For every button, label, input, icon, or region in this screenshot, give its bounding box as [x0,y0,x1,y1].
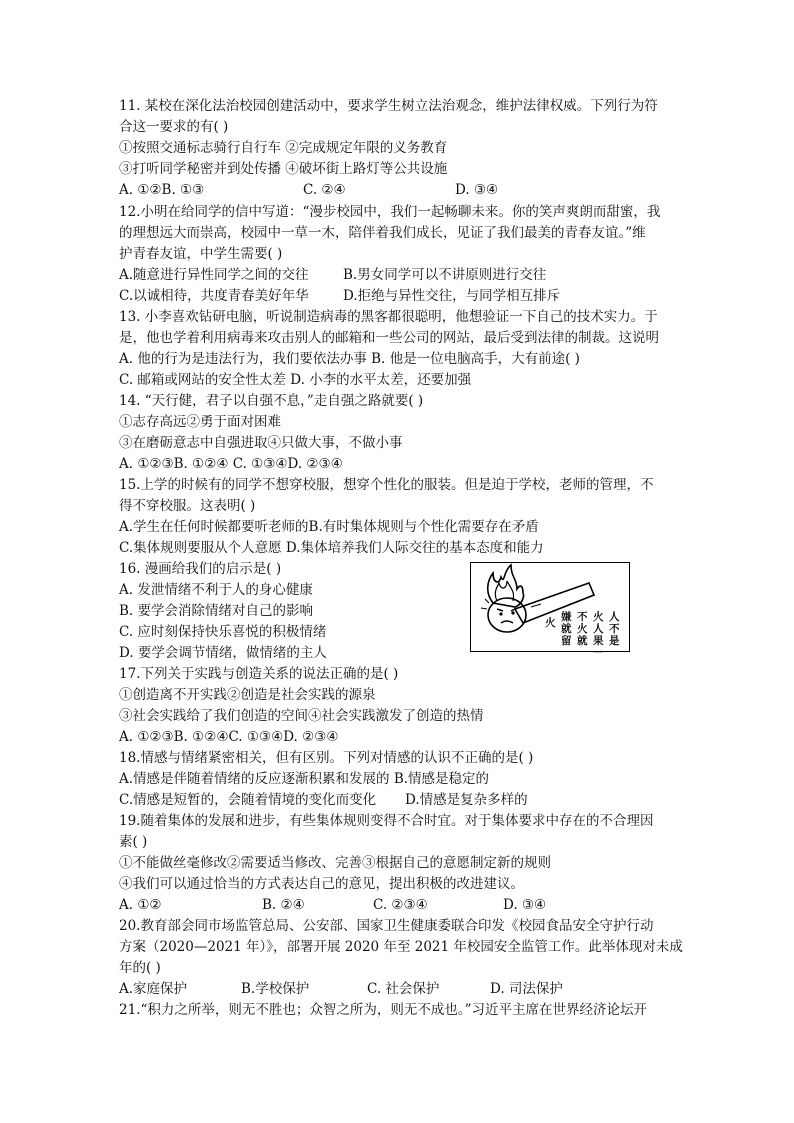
q16-option-c: C. 应时刻保持快乐喜悦的积极情绪 [119,624,327,640]
q21-stem-1: 21.“积力之所举，则无不胜也；众智之所为，则无不成也。”习近平主席在世界经济论坛开 [119,1002,648,1018]
q12-option-c: C.以诚相待，共度青春美好年华 [119,288,309,304]
q14-item-34: ③在磨砺意志中自强进取④只做大事，不做小事 [119,435,403,451]
q19-stem-2: 素( ) [119,834,148,850]
q19-stem-1: 19.随着集体的发展和进步，有些集体规则变得不合时宜。对于集体要求中存在的不合理因 [119,813,654,829]
q19-item-123: ①不能做丝毫修改②需要适当修改、完善③根据自己的意愿制定新的规则 [119,855,551,871]
q15-stem-2: 得不穿校服。这表明( ) [119,498,256,514]
q19-option-a: A. ①② [119,897,162,913]
cartoon-caption-col-5: 人不是 [609,611,620,647]
q11-option-c: C. ②④ [303,182,346,198]
q12-stem-3: 护青春友谊，中学生需要( ) [119,246,283,262]
q11-option-ab: A. ①②B. ①③ [119,182,205,198]
cartoon-caption-col-2: 嫌就留 [561,611,572,647]
q11-stem-1: 11. 某校在深化法治校园创建活动中，要求学生树立法治观念，维护法律权威。下列行为符 [119,98,658,114]
q20-stem-3: 年的( ) [119,960,161,976]
q12-option-b: B.男女同学可以不讲原则进行交往 [343,267,547,283]
q18-stem: 18.情感与情绪紧密相关，但有区别。下列对情感的认识不正确的是( ) [119,750,534,766]
q14-item-12: ①志存高远②勇于面对困难 [119,414,281,430]
q16-cartoon [470,562,630,659]
q17-options: A. ①②③B. ①②④C. ①③④D. ②③④ [119,729,339,745]
cartoon-caption-col-1: 火 [545,617,556,629]
q19-option-b: B. ②④ [262,897,305,913]
q15-option-ab: A.学生在任何时候都要听老师的B.有时集体规则与个性化需要存在矛盾 [119,519,539,535]
q20-option-a: A.家庭保护 [119,981,188,997]
q12-option-d: D.拒绝与异性交往，与同学相互排斥 [343,288,561,304]
q20-option-c: C. 社会保护 [367,981,440,997]
cartoon-caption-col-3: 不火就 [577,611,588,647]
q14-stem: 14. “天行健，君子以自强不息，”走自强之路就要( ) [119,393,424,409]
q12-stem-2: 的理想远大而崇高，校园中一草一木，陪伴着我们成长，见证了我们最美的青春友谊。”维 [119,225,646,241]
q11-stem-2: 合这一要求的有( ) [119,119,229,135]
q11-item-12: ①按照交通标志骑行自行车 ②完成规定年限的义务教育 [119,140,448,156]
q13-stem-1: 13. 小李喜欢钻研电脑，听说制造病毒的黑客都很聪明，他想验证一下自己的技术实力。于 [119,309,658,325]
q20-stem-1: 20.教育部会同市场监管总局、公安部、国家卫生健康委联合印发《校园食品安全守护行动 [119,918,654,934]
q17-stem: 17.下列关于实践与创造关系的说法正确的是( ) [119,666,399,682]
q14-options: A. ①②③B. ①②④ C. ①③④D. ②③④ [119,456,343,472]
q19-item-4: ④我们可以通过恰当的方式表达自己的意见，提出积极的改进建议。 [119,876,524,892]
cartoon-caption-col-4: 火人果一 [593,611,604,659]
q11-item-34: ③打听同学秘密并到处传播 ④破坏街上路灯等公共设施 [119,161,448,177]
q20-stem-2: 方案（2020—2021 年）》，部署开展 2020 年至 2021 年校园安全监管工作。此举体现对未成 [119,939,683,955]
q17-item-34: ③社会实践给了我们创造的空间④社会实践激发了创造的热情 [119,708,484,724]
q13-option-cd: C. 邮箱或网站的安全性太差 D. 小李的水平太差，还要加强 [119,372,472,388]
q20-option-d: D. 司法保护 [490,981,563,997]
q13-option-ab: A. 他的行为是违法行为，我们要依法办事 B. 他是一位电脑高手，大有前途( ) [119,351,580,367]
q15-option-cd: C.集体规则要服从个人意愿 D.集体培养我们人际交往的基本态度和能力 [119,540,544,556]
q13-stem-2: 是，他也学着利用病毒来攻击别人的邮箱和一些公司的网站，最后受到法律的制裁。这说明 [119,330,659,346]
q19-option-c: C. ②③④ [373,897,428,913]
q20-option-b: B.学校保护 [241,981,310,997]
q15-stem-1: 15.上学的时候有的同学不想穿校服，想穿个性化的服装。但是迫于学校，老师的管理，不 [119,477,654,493]
q16-option-b: B. 要学会消除情绪对自己的影响 [119,603,314,619]
q16-stem: 16. 漫画给我们的启示是( ) [119,561,282,577]
q16-option-a: A. 发泄情绪不利于人的身心健康 [119,582,313,598]
q16-option-d: D. 要学会调节情绪，做情绪的主人 [119,645,327,661]
q12-option-a: A.随意进行异性同学之间的交往 [119,267,309,283]
q17-item-12: ①创造离不开实践②创造是社会实践的源泉 [119,687,376,703]
q18-option-d: D.情感是复杂多样的 [405,792,528,808]
q18-option-c: C.情感是短暂的，会随着情境的变化而变化 [119,792,377,808]
q18-option-ab: A.情感是伴随着情绪的反应逐渐积累和发展的 B.情感是稳定的 [119,771,490,787]
q11-option-d: D. ③④ [455,182,499,198]
q19-option-d: D. ③④ [503,897,547,913]
q12-stem-1: 12.小明在给同学的信中写道：“漫步校园中，我们一起畅聊未来。你的笑声爽朗而甜蜜，我 [119,204,661,220]
